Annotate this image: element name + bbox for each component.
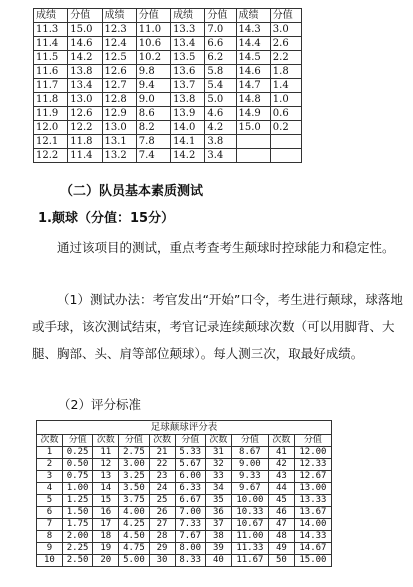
table-cell bbox=[236, 149, 270, 163]
table-cell: 4.6 bbox=[205, 107, 236, 121]
table-cell: 16 bbox=[93, 507, 119, 519]
juggle-table-title: 足球颠球评分表 bbox=[36, 420, 332, 434]
table-cell: 14.0 bbox=[171, 121, 205, 135]
column-header: 次数 bbox=[268, 435, 294, 447]
table-cell: 14.5 bbox=[236, 51, 270, 65]
table-cell: 2.2 bbox=[270, 51, 301, 65]
table-cell: 23 bbox=[149, 471, 175, 483]
table-cell: 13.33 bbox=[294, 495, 331, 507]
table-row bbox=[37, 543, 332, 555]
juggle-table-body bbox=[37, 447, 332, 567]
table-cell: 2.00 bbox=[62, 531, 92, 543]
table-cell: 5.0 bbox=[205, 93, 236, 107]
table-cell: 0.25 bbox=[62, 447, 92, 459]
table-cell: 11.7 bbox=[34, 79, 68, 93]
column-header: 次数 bbox=[37, 435, 63, 447]
table-cell: 14.6 bbox=[236, 65, 270, 79]
table-cell: 8.33 bbox=[175, 555, 205, 567]
table-cell: 9.4 bbox=[136, 79, 170, 93]
column-header: 分值 bbox=[231, 435, 268, 447]
column-header: 分值 bbox=[62, 435, 92, 447]
sprint-score-table bbox=[33, 8, 302, 163]
table-cell: 3.0 bbox=[270, 23, 301, 37]
table-cell: 11.4 bbox=[34, 37, 68, 51]
table-cell: 50 bbox=[268, 555, 294, 567]
table-cell bbox=[236, 135, 270, 149]
table-cell: 14.9 bbox=[236, 107, 270, 121]
table-cell: 22 bbox=[149, 459, 175, 471]
table-cell: 11.33 bbox=[231, 543, 268, 555]
table-cell: 3.00 bbox=[119, 459, 149, 471]
table-cell: 1.50 bbox=[62, 507, 92, 519]
table-row bbox=[37, 447, 332, 459]
table-cell: 13.3 bbox=[171, 23, 205, 37]
table-cell: 13.4 bbox=[171, 37, 205, 51]
table-cell: 21 bbox=[149, 447, 175, 459]
score-table-body bbox=[34, 23, 302, 163]
table-row bbox=[37, 495, 332, 507]
column-header: 分值 bbox=[136, 9, 170, 23]
table-cell: 12.8 bbox=[102, 93, 136, 107]
table-cell: 47 bbox=[268, 519, 294, 531]
table-cell: 11.0 bbox=[136, 23, 170, 37]
table-row bbox=[34, 51, 302, 65]
table-cell: 8.6 bbox=[136, 107, 170, 121]
table-cell: 1.0 bbox=[270, 93, 301, 107]
table-cell: 45 bbox=[268, 495, 294, 507]
table-cell: 10.6 bbox=[136, 37, 170, 51]
paragraph-method: （1）测试办法：考官发出“开始”口令，考生进行颠球，球落地或手球，该次测试结束，考官记录连续颠球次数（可以用脚背、大腿、胸部、头、肩等部位颠球）。每人测三次，取最好成绩。 bbox=[32, 292, 403, 361]
table-cell: 4.00 bbox=[119, 507, 149, 519]
table-cell: 33 bbox=[205, 471, 231, 483]
table-cell: 13.9 bbox=[171, 107, 205, 121]
table-cell: 27 bbox=[149, 519, 175, 531]
table-cell: 13.4 bbox=[68, 79, 102, 93]
table-cell: 1.00 bbox=[62, 483, 92, 495]
table-cell: 34 bbox=[205, 483, 231, 495]
table-cell: 12.1 bbox=[34, 135, 68, 149]
table-cell: 5.00 bbox=[119, 555, 149, 567]
table-cell: 40 bbox=[205, 555, 231, 567]
table-cell: 48 bbox=[268, 531, 294, 543]
table-cell: 14.8 bbox=[236, 93, 270, 107]
table-cell: 13.00 bbox=[294, 483, 331, 495]
table-cell: 12.3 bbox=[102, 23, 136, 37]
table-cell: 5.33 bbox=[175, 447, 205, 459]
table-cell: 4.2 bbox=[205, 121, 236, 135]
table-cell: 12 bbox=[93, 459, 119, 471]
table-cell: 13.0 bbox=[68, 93, 102, 107]
table-cell: 30 bbox=[149, 555, 175, 567]
table-cell: 37 bbox=[205, 519, 231, 531]
table-row bbox=[34, 65, 302, 79]
table-cell: 6.00 bbox=[175, 471, 205, 483]
table-cell: 2.50 bbox=[62, 555, 92, 567]
table-cell: 9.0 bbox=[136, 93, 170, 107]
column-header: 次数 bbox=[205, 435, 231, 447]
table-cell: 4.50 bbox=[119, 531, 149, 543]
table-cell: 9.8 bbox=[136, 65, 170, 79]
table-cell: 7.8 bbox=[136, 135, 170, 149]
table-cell: 5.4 bbox=[205, 79, 236, 93]
table-cell: 4 bbox=[37, 483, 63, 495]
table-cell: 15 bbox=[93, 495, 119, 507]
table-cell: 2.6 bbox=[270, 37, 301, 51]
table-cell: 13.0 bbox=[102, 121, 136, 135]
table-cell: 12.2 bbox=[34, 149, 68, 163]
sub-heading: 1.颠球（分值：15分） bbox=[38, 211, 175, 226]
table-cell: 12.5 bbox=[102, 51, 136, 65]
column-header: 次数 bbox=[93, 435, 119, 447]
column-header: 成绩 bbox=[171, 9, 205, 23]
table-cell: 2.25 bbox=[62, 543, 92, 555]
table-cell: 15.00 bbox=[294, 555, 331, 567]
table-cell: 10 bbox=[37, 555, 63, 567]
table-cell: 4.25 bbox=[119, 519, 149, 531]
table-cell: 12.4 bbox=[102, 37, 136, 51]
column-header: 分值 bbox=[205, 9, 236, 23]
table-cell: 1.75 bbox=[62, 519, 92, 531]
table-cell: 39 bbox=[205, 543, 231, 555]
table-cell: 0.6 bbox=[270, 107, 301, 121]
table-cell: 14.2 bbox=[171, 149, 205, 163]
table-cell: 11.8 bbox=[68, 135, 102, 149]
table-cell: 9.33 bbox=[231, 471, 268, 483]
table-cell: 1.4 bbox=[270, 79, 301, 93]
table-cell: 12.00 bbox=[294, 447, 331, 459]
table-cell: 46 bbox=[268, 507, 294, 519]
table-cell: 11.8 bbox=[34, 93, 68, 107]
table-cell: 6 bbox=[37, 507, 63, 519]
table-cell: 10.2 bbox=[136, 51, 170, 65]
table-cell: 32 bbox=[205, 459, 231, 471]
table-cell: 12.0 bbox=[34, 121, 68, 135]
table-cell: 14.3 bbox=[236, 23, 270, 37]
table-cell: 1.25 bbox=[62, 495, 92, 507]
table-cell: 4.75 bbox=[119, 543, 149, 555]
table-cell: 0.2 bbox=[270, 121, 301, 135]
table-cell: 44 bbox=[268, 483, 294, 495]
table-cell: 13.7 bbox=[171, 79, 205, 93]
table-cell: 13.2 bbox=[102, 149, 136, 163]
table-cell: 3.8 bbox=[205, 135, 236, 149]
table-cell: 35 bbox=[205, 495, 231, 507]
column-header: 分值 bbox=[175, 435, 205, 447]
table-cell: 5 bbox=[37, 495, 63, 507]
table-cell: 8.67 bbox=[231, 447, 268, 459]
table-cell: 6.2 bbox=[205, 51, 236, 65]
paragraph-purpose: 通过该项目的测试，重点考查考生颠球时控球能力和稳定性。 bbox=[57, 240, 395, 255]
table-cell: 15.0 bbox=[236, 121, 270, 135]
table-cell: 12.33 bbox=[294, 459, 331, 471]
column-header: 成绩 bbox=[102, 9, 136, 23]
table-row bbox=[34, 23, 302, 37]
table-cell: 7.67 bbox=[175, 531, 205, 543]
table-cell: 11.4 bbox=[68, 149, 102, 163]
table-cell: 49 bbox=[268, 543, 294, 555]
table-cell: 14.33 bbox=[294, 531, 331, 543]
table-cell: 3.4 bbox=[205, 149, 236, 163]
table-cell: 0.50 bbox=[62, 459, 92, 471]
table-row bbox=[34, 135, 302, 149]
section-heading: （二）队员基本素质测试 bbox=[60, 184, 204, 199]
table-row bbox=[37, 531, 332, 543]
column-header: 分值 bbox=[119, 435, 149, 447]
table-row bbox=[34, 149, 302, 163]
table-cell: 6.6 bbox=[205, 37, 236, 51]
table-cell: 12.7 bbox=[102, 79, 136, 93]
table-cell: 41 bbox=[268, 447, 294, 459]
table-cell: 38 bbox=[205, 531, 231, 543]
table-cell: 1.8 bbox=[270, 65, 301, 79]
table-cell: 17 bbox=[93, 519, 119, 531]
table-cell: 7.33 bbox=[175, 519, 205, 531]
column-header: 分值 bbox=[270, 9, 301, 23]
table-cell: 2 bbox=[37, 459, 63, 471]
table-cell: 13 bbox=[93, 471, 119, 483]
table-cell: 3.50 bbox=[119, 483, 149, 495]
table-cell: 12.6 bbox=[68, 107, 102, 121]
table-cell: 13.5 bbox=[171, 51, 205, 65]
table-cell: 14.67 bbox=[294, 543, 331, 555]
table-row bbox=[37, 519, 332, 531]
table-cell: 12.2 bbox=[68, 121, 102, 135]
table-cell: 3 bbox=[37, 471, 63, 483]
table-cell: 8 bbox=[37, 531, 63, 543]
juggle-table-header bbox=[37, 435, 332, 447]
table-cell: 24 bbox=[149, 483, 175, 495]
table-cell: 11.6 bbox=[34, 65, 68, 79]
paragraph-criteria: （2）评分标准 bbox=[58, 397, 141, 412]
table-row bbox=[34, 37, 302, 51]
table-cell: 11 bbox=[93, 447, 119, 459]
table-cell: 25 bbox=[149, 495, 175, 507]
table-cell: 5.67 bbox=[175, 459, 205, 471]
table-cell: 12.67 bbox=[294, 471, 331, 483]
table-cell: 13.8 bbox=[68, 65, 102, 79]
table-row bbox=[37, 483, 332, 495]
table-cell: 6.33 bbox=[175, 483, 205, 495]
table-cell: 8.2 bbox=[136, 121, 170, 135]
table-row bbox=[34, 121, 302, 135]
juggle-score-table bbox=[36, 434, 332, 567]
table-cell: 7.00 bbox=[175, 507, 205, 519]
table-cell: 14.6 bbox=[68, 37, 102, 51]
table-row bbox=[37, 555, 332, 567]
table-cell: 5.8 bbox=[205, 65, 236, 79]
table-cell: 19 bbox=[93, 543, 119, 555]
table-cell: 14.1 bbox=[171, 135, 205, 149]
table-cell bbox=[270, 149, 301, 163]
table-cell: 9 bbox=[37, 543, 63, 555]
table-cell: 3.25 bbox=[119, 471, 149, 483]
table-cell: 1 bbox=[37, 447, 63, 459]
table-cell: 26 bbox=[149, 507, 175, 519]
table-cell: 7.4 bbox=[136, 149, 170, 163]
table-cell: 2.75 bbox=[119, 447, 149, 459]
table-cell: 18 bbox=[93, 531, 119, 543]
table-cell: 28 bbox=[149, 531, 175, 543]
table-cell: 0.75 bbox=[62, 471, 92, 483]
table-row bbox=[37, 459, 332, 471]
column-header: 成绩 bbox=[34, 9, 68, 23]
table-cell: 10.00 bbox=[231, 495, 268, 507]
column-header: 分值 bbox=[294, 435, 331, 447]
table-cell: 14.00 bbox=[294, 519, 331, 531]
table-row bbox=[34, 107, 302, 121]
table-cell: 20 bbox=[93, 555, 119, 567]
table-cell: 14 bbox=[93, 483, 119, 495]
table-cell: 14.7 bbox=[236, 79, 270, 93]
table-cell: 29 bbox=[149, 543, 175, 555]
table-cell: 8.00 bbox=[175, 543, 205, 555]
table-row bbox=[34, 79, 302, 93]
table-row bbox=[34, 93, 302, 107]
table-cell: 10.33 bbox=[231, 507, 268, 519]
table-cell: 15.0 bbox=[68, 23, 102, 37]
table-cell: 12.6 bbox=[102, 65, 136, 79]
column-header: 成绩 bbox=[236, 9, 270, 23]
table-row bbox=[37, 507, 332, 519]
juggle-table-wrapper bbox=[36, 420, 332, 567]
table-cell: 9.67 bbox=[231, 483, 268, 495]
table-cell: 12.9 bbox=[102, 107, 136, 121]
table-cell: 6.67 bbox=[175, 495, 205, 507]
column-header: 分值 bbox=[68, 9, 102, 23]
table-cell: 13.67 bbox=[294, 507, 331, 519]
table-cell: 13.6 bbox=[171, 65, 205, 79]
table-cell: 11.00 bbox=[231, 531, 268, 543]
table-cell bbox=[270, 135, 301, 149]
table-cell: 42 bbox=[268, 459, 294, 471]
table-cell: 11.67 bbox=[231, 555, 268, 567]
table-cell: 36 bbox=[205, 507, 231, 519]
table-cell: 9.00 bbox=[231, 459, 268, 471]
table-cell: 11.9 bbox=[34, 107, 68, 121]
table-cell: 7 bbox=[37, 519, 63, 531]
column-header: 次数 bbox=[149, 435, 175, 447]
table-cell: 31 bbox=[205, 447, 231, 459]
table-row bbox=[37, 471, 332, 483]
table-cell: 11.5 bbox=[34, 51, 68, 65]
table-cell: 10.67 bbox=[231, 519, 268, 531]
table-cell: 14.4 bbox=[236, 37, 270, 51]
table-cell: 13.8 bbox=[171, 93, 205, 107]
table-cell: 13.1 bbox=[102, 135, 136, 149]
score-table-header bbox=[34, 9, 302, 23]
table-cell: 11.3 bbox=[34, 23, 68, 37]
table-cell: 7.0 bbox=[205, 23, 236, 37]
table-cell: 14.2 bbox=[68, 51, 102, 65]
table-cell: 3.75 bbox=[119, 495, 149, 507]
table-cell: 43 bbox=[268, 471, 294, 483]
